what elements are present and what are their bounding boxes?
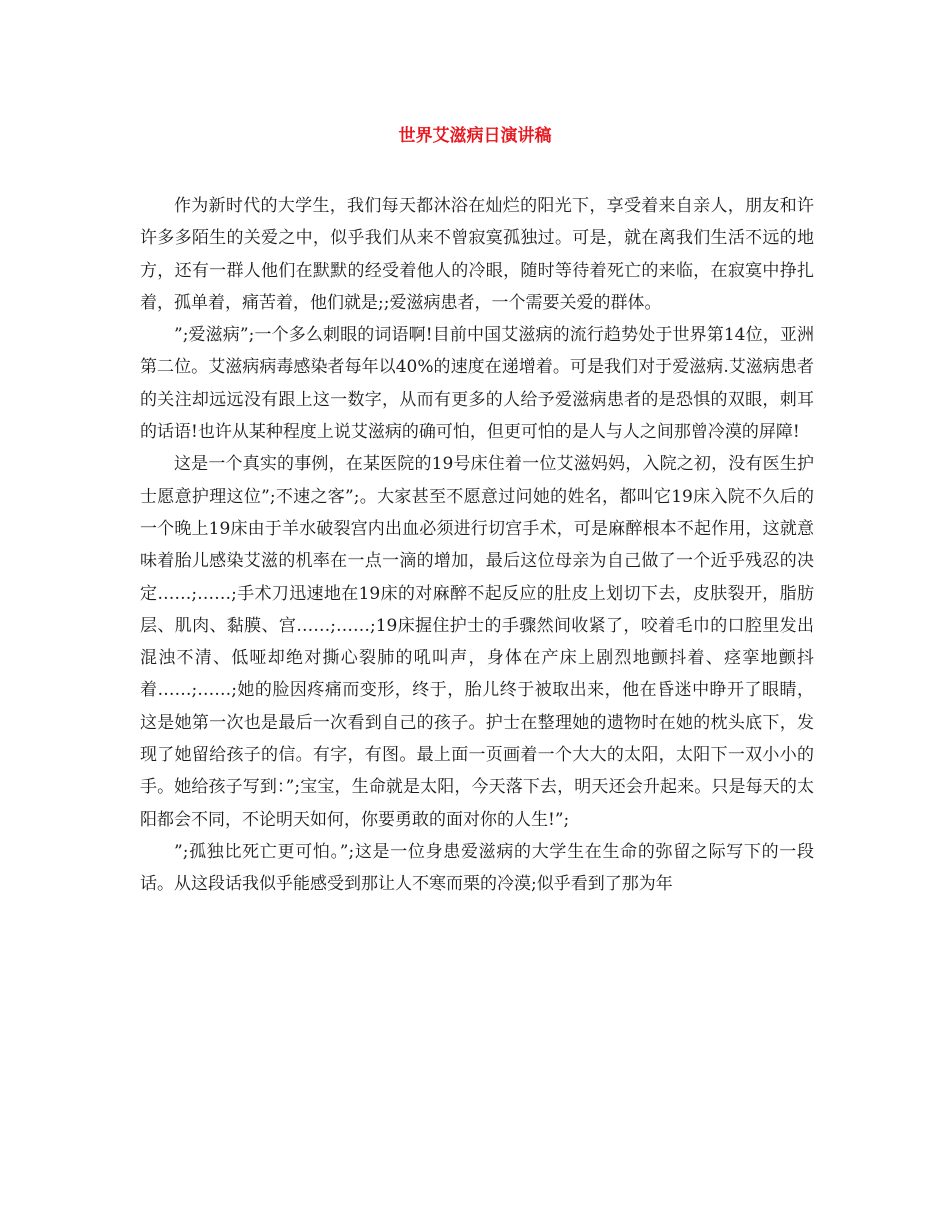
paragraph: ”;爱滋病”;一个多么刺眼的词语啊!目前中国艾滋病的流行趋势处于世界第14位，亚洲第二位。艾滋病病毒感染者每年以40%的速度在递增着。可是我们对于爱滋病.艾滋病患者的关注却远远没有跟上这一数字，从而有更多的人给予爱滋病患者的是恐惧的双眼，刺耳的话语!也许从某种程度上说艾滋病的确可怕，但更可怕的是人与人之间那曾冷漠的屏障! xyxy=(140,325,814,443)
paragraph: 这是一个真实的事例，在某医院的19号床住着一位艾滋妈妈，入院之初，没有医生护士愿意护理这位”;不速之客”;。大家甚至不愿意过问她的姓名，都叫它19床入院不久后的一个晚上19床由于羊水破裂宫内出血必须进行切宫手术，可是麻醉根本不起作用，这就意味着胎儿感染艾滋的机率在一点一滴的增加，最后这位母亲为自己做了一个近乎残忍的决定……;……;手术刀迅速地在19床的对麻醉不起反应的肚皮上划切下去，皮肤裂开，脂肪层、肌肉、黏膜、宫……;……;19床握住护士的手骤然间收紧了，咬着毛巾的口腔里发出混浊不清、低哑却绝对撕心裂肺的吼叫声，身体在产床上剧烈地颤抖着、痉挛地颤抖着……;……;她的脸因疼痛而变形，终于，胎儿终于被取出来，他在昏迷中睁开了眼睛，这是她第一次也是最后一次看到自己的孩子。护士在整理她的遗物时在她的枕头底下，发现了她留给孩子的信。有字，有图。最上面一页画着一个大大的太阳，太阳下一双小小的手。她给孩子写到：”;宝宝，生命就是太阳，今天落下去，明天还会升起来。只是每天的太阳都会不同，不论明天如何，你要勇敢的面对你的人生!”; xyxy=(140,454,814,830)
paragraph: 作为新时代的大学生，我们每天都沐浴在灿烂的阳光下，享受着来自亲人，朋友和许许多多陌生的关爱之中，似乎我们从来不曾寂寞孤独过。可是，就在离我们生活不远的地方，还有一群人他们在默默的经受着他人的冷眼，随时等待着死亡的来临，在寂寞中挣扎着，孤单着，痛苦着，他们就是;;爱滋病患者，一个需要关爱的群体。 xyxy=(140,196,814,313)
document-body xyxy=(140,190,814,901)
paragraph: ”;孤独比死亡更可怕。”;这是一位身患爱滋病的大学生在生命的弥留之际写下的一段话。从这段话我似乎能感受到那让人不寒而栗的冷漠;似乎看到了那为年 xyxy=(140,841,814,895)
document-title: 世界艾滋病日演讲稿 xyxy=(398,126,552,146)
